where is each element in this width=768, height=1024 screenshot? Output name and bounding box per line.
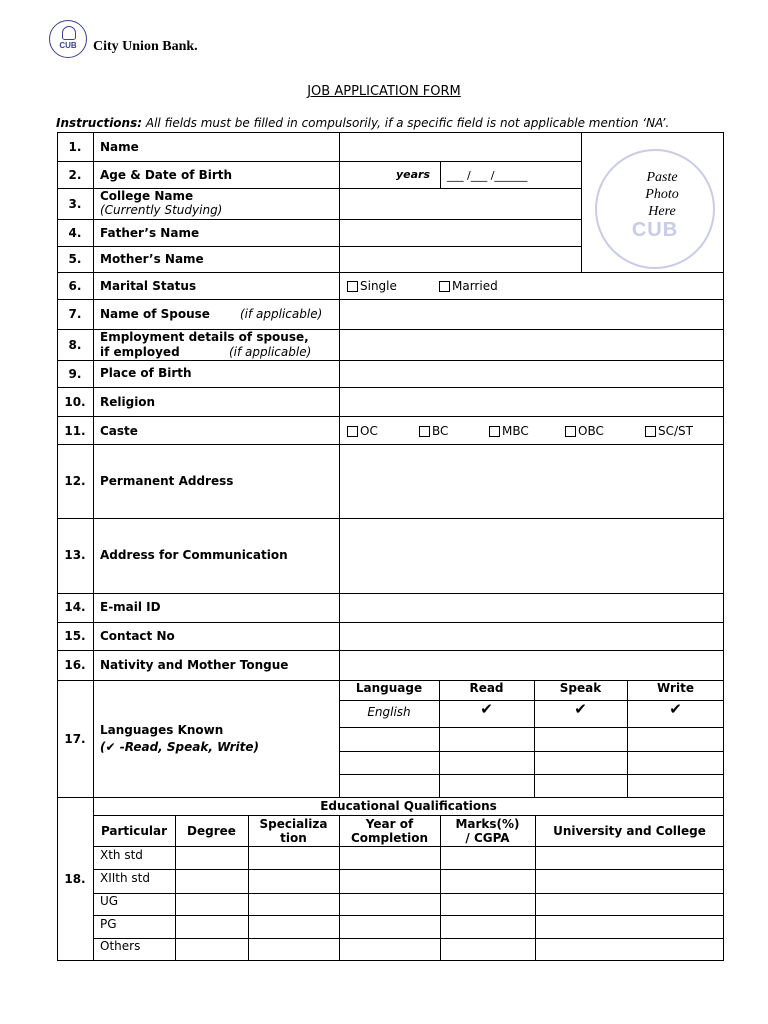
header-line: Specializa	[259, 817, 328, 831]
years-label: years	[396, 168, 431, 181]
row-number: 18.	[64, 872, 86, 886]
grid-line	[627, 680, 628, 797]
field-label-age-dob: Age & Date of Birth	[100, 168, 233, 182]
checkbox[interactable]	[439, 281, 450, 292]
row-number: 1.	[68, 140, 82, 154]
education-title: Educational Qualifications	[320, 799, 497, 813]
row-number: 9.	[68, 367, 82, 381]
edu-col-specialization	[248, 817, 339, 845]
row-number: 17.	[64, 732, 86, 746]
caste-obc-option[interactable]	[565, 424, 604, 438]
row-number: 2.	[68, 168, 82, 182]
checkbox[interactable]	[347, 281, 358, 292]
bank-name: City Union Bank.	[93, 39, 198, 54]
header-line: tion	[280, 831, 307, 845]
row-number: 15.	[64, 629, 86, 643]
field-label-email: E-mail ID	[100, 600, 161, 614]
grid-line	[339, 727, 724, 728]
edu-row-xth: Xth std	[100, 848, 143, 862]
instructions-label: Instructions:	[56, 116, 143, 130]
caste-mbc-option[interactable]	[489, 424, 529, 438]
option-label: OC	[360, 424, 378, 438]
edu-row-others: Others	[100, 939, 141, 953]
option-label: MBC	[502, 424, 529, 438]
field-label-religion: Religion	[100, 395, 156, 409]
caste-oc-option[interactable]	[347, 424, 378, 438]
row-number: 7.	[68, 307, 82, 321]
languages-label: Languages Known	[100, 723, 224, 737]
college-label: College Name	[100, 189, 194, 203]
lang-col-read: Read	[469, 681, 504, 695]
option-label: Married	[452, 279, 498, 293]
row-number: 16.	[64, 658, 86, 672]
instructions-text: All fields must be filled in compulsorily, if a specific field is not applicable mention ‘NA’.	[145, 116, 670, 130]
row-number: 14.	[64, 600, 86, 614]
grid-line	[57, 272, 724, 273]
bank-logo	[49, 20, 87, 58]
grid-line	[339, 132, 340, 797]
spouse-employment-label: Employment details of spouse,	[100, 330, 309, 344]
field-label-marital: Marital Status	[100, 279, 197, 293]
checkbox[interactable]	[645, 426, 656, 437]
row-number: 8.	[68, 338, 82, 352]
grid-line	[581, 132, 582, 273]
row-number: 13.	[64, 548, 86, 562]
grid-line	[57, 416, 724, 417]
lang-col-write: Write	[657, 681, 694, 695]
row-number: 10.	[64, 395, 86, 409]
edu-col-university: University and College	[553, 824, 706, 838]
grid-line	[93, 869, 724, 870]
field-label-caste: Caste	[100, 424, 138, 438]
grid-line	[57, 219, 581, 220]
row-number: 6.	[68, 279, 82, 293]
grid-line	[57, 797, 724, 798]
grid-line	[57, 360, 724, 361]
grid-line	[93, 938, 724, 939]
edu-col-year	[339, 817, 440, 845]
grid-line	[93, 915, 724, 916]
field-label-languages	[100, 722, 259, 756]
dob-field[interactable]: ___ /___ /______	[447, 169, 528, 182]
spouse-employment-label2: if employed	[100, 345, 180, 359]
grid-line	[93, 815, 724, 816]
grid-line	[440, 161, 441, 188]
option-label: SC/ST	[658, 424, 693, 438]
photo-watermark-text: CUB	[631, 219, 679, 241]
header-line: / CGPA	[465, 831, 510, 845]
field-label-nativity: Nativity and Mother Tongue	[100, 658, 289, 672]
photo-line-1: Paste	[646, 170, 678, 185]
grid-line	[57, 246, 581, 247]
photo-line-3: Here	[648, 204, 676, 219]
college-sub-label: (Currently Studying)	[100, 203, 223, 217]
row-number: 3.	[68, 197, 82, 211]
logo-figure-icon	[62, 26, 76, 40]
header-line: Year of	[365, 817, 414, 831]
marital-single-option[interactable]	[347, 279, 397, 293]
option-label: BC	[432, 424, 449, 438]
spouse-sub-label: (if applicable)	[240, 307, 323, 321]
lang-english: English	[367, 705, 411, 719]
checkbox[interactable]	[565, 426, 576, 437]
grid-line	[57, 299, 724, 300]
speak-tick-icon: ✔	[574, 700, 587, 718]
checkbox[interactable]	[419, 426, 430, 437]
caste-bc-option[interactable]	[419, 424, 448, 438]
grid-line	[57, 622, 724, 623]
field-label-name: Name	[100, 140, 139, 154]
field-label-permanent-address: Permanent Address	[100, 474, 234, 488]
header-line: Marks(%)	[455, 817, 520, 831]
grid-line	[93, 893, 724, 894]
field-label-father: Father’s Name	[100, 226, 200, 240]
grid-line	[93, 846, 724, 847]
grid-line	[57, 650, 724, 651]
edu-col-degree: Degree	[187, 824, 236, 838]
logo-text: CUB	[59, 41, 77, 50]
grid-line	[339, 774, 724, 775]
spouse-employment-sub-label: (if applicable)	[229, 345, 312, 359]
grid-line	[57, 387, 724, 388]
lang-col-speak: Speak	[559, 681, 602, 695]
row-number: 11.	[64, 424, 86, 438]
photo-line-2: Photo	[645, 187, 679, 202]
grid-line	[57, 444, 724, 445]
grid-line	[57, 161, 581, 162]
grid-line	[339, 751, 724, 752]
option-label: Single	[360, 279, 397, 293]
field-label-birthplace: Place of Birth	[100, 366, 192, 380]
edu-row-ug: UG	[100, 894, 119, 908]
checkbox[interactable]	[347, 426, 358, 437]
field-label-comm-address: Address for Communication	[100, 548, 288, 562]
row-number: 12.	[64, 474, 86, 488]
marital-married-option[interactable]	[439, 279, 498, 293]
photo-placeholder[interactable]	[620, 169, 704, 220]
field-label-contact: Contact No	[100, 629, 175, 643]
edu-col-marks	[440, 817, 535, 845]
edu-row-xiith: XIIth std	[100, 871, 150, 885]
page-title: JOB APPLICATION FORM	[307, 84, 461, 99]
checkbox[interactable]	[489, 426, 500, 437]
lang-col-language: Language	[355, 681, 423, 695]
grid-line	[439, 680, 440, 797]
grid-line	[57, 518, 724, 519]
row-number: 5.	[68, 252, 82, 266]
edu-row-pg: PG	[100, 917, 117, 931]
instructions	[56, 116, 669, 130]
header-line: Completion	[350, 831, 429, 845]
caste-scst-option[interactable]	[645, 424, 693, 438]
option-label: OBC	[578, 424, 604, 438]
languages-sub-label: (✔ -Read, Speak, Write)	[100, 740, 260, 754]
row-number: 4.	[68, 226, 82, 240]
edu-col-particular: Particular	[100, 824, 168, 838]
grid-line	[534, 680, 535, 797]
read-tick-icon: ✔	[480, 700, 493, 718]
write-tick-icon: ✔	[669, 700, 682, 718]
field-label-mother: Mother’s Name	[100, 252, 204, 266]
field-label-spouse: Name of Spouse	[100, 307, 210, 321]
grid-line	[57, 593, 724, 594]
field-label-college	[100, 189, 222, 217]
